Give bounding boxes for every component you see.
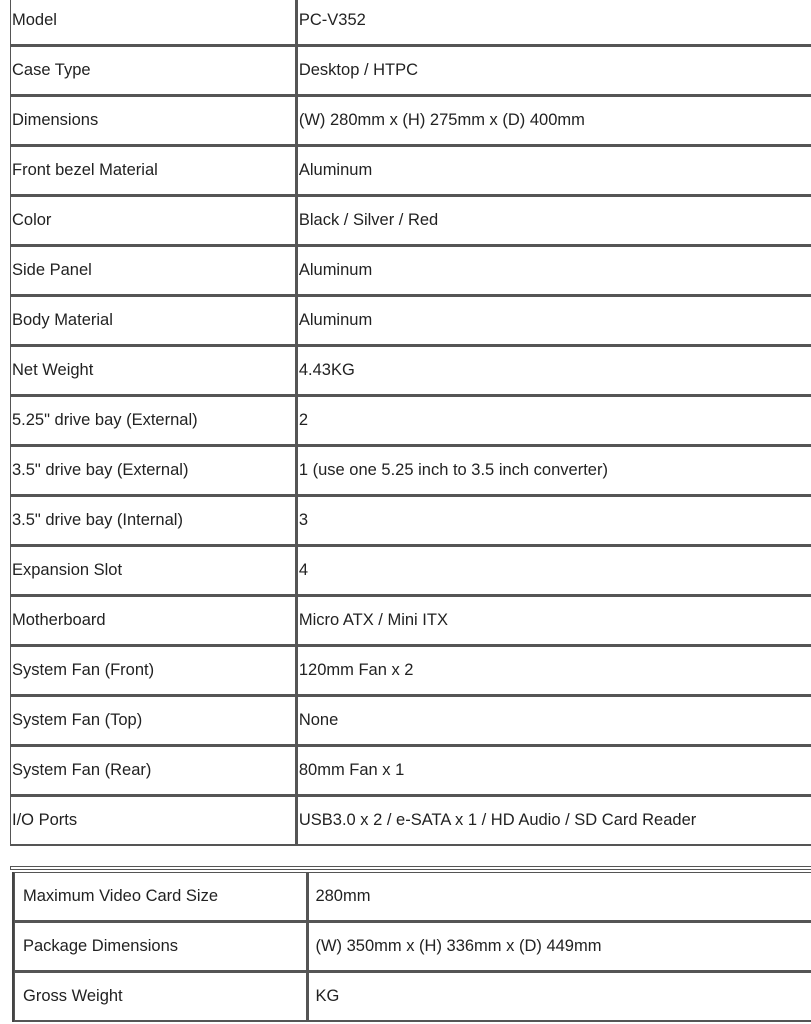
- spec-label: Package Dimensions: [14, 922, 308, 972]
- spec-label: Expansion Slot: [10, 546, 297, 596]
- spec-label: Dimensions: [10, 96, 297, 146]
- spec-label: Front bezel Material: [10, 146, 297, 196]
- table-row: [14, 872, 811, 922]
- spec-value: (W) 350mm x (H) 336mm x (D) 449mm: [308, 922, 811, 972]
- spec-label: 3.5" drive bay (Internal): [10, 496, 297, 546]
- table-row: [10, 0, 811, 46]
- spec-label: Gross Weight: [14, 972, 308, 1022]
- table-row: [10, 646, 811, 696]
- table-row: [10, 746, 811, 796]
- spec-label: Motherboard: [10, 596, 297, 646]
- spec-label: System Fan (Rear): [10, 746, 297, 796]
- table-row: [10, 196, 811, 246]
- spec-value: PC-V352: [297, 0, 811, 46]
- spec-label: Color: [10, 196, 297, 246]
- table-row: [10, 96, 811, 146]
- table-row: [14, 972, 811, 1022]
- spec-label: Model: [10, 0, 297, 46]
- spec-value: 3: [297, 496, 811, 546]
- spec-value: 120mm Fan x 2: [297, 646, 811, 696]
- spec-label: Side Panel: [10, 246, 297, 296]
- spec-label: System Fan (Top): [10, 696, 297, 746]
- spec-value: Micro ATX / Mini ITX: [297, 596, 811, 646]
- spec-value: KG: [308, 972, 811, 1022]
- spec-label: Net Weight: [10, 346, 297, 396]
- spec-value: 1 (use one 5.25 inch to 3.5 inch converter): [297, 446, 811, 496]
- spec-label: Case Type: [10, 46, 297, 96]
- table-row: [10, 346, 811, 396]
- spec-table: [10, 0, 811, 846]
- table-row: [10, 396, 811, 446]
- spec-label: Body Material: [10, 296, 297, 346]
- spec-value: 4.43KG: [297, 346, 811, 396]
- spec-value: Aluminum: [297, 296, 811, 346]
- table-row: [10, 596, 811, 646]
- spec-label: Maximum Video Card Size: [14, 872, 308, 922]
- spec-value: 80mm Fan x 1: [297, 746, 811, 796]
- table-row: [14, 922, 811, 972]
- spec-value: Aluminum: [297, 246, 811, 296]
- extra-spec-table: [12, 872, 811, 1022]
- spec-value: Desktop / HTPC: [297, 46, 811, 96]
- spec-value: Black / Silver / Red: [297, 196, 811, 246]
- spec-label: I/O Ports: [10, 796, 297, 846]
- table-row: [10, 296, 811, 346]
- spec-value: Aluminum: [297, 146, 811, 196]
- table-row: [10, 546, 811, 596]
- table-divider: [10, 866, 811, 870]
- table-row: [10, 146, 811, 196]
- table-row: [10, 696, 811, 746]
- spec-label: 3.5" drive bay (External): [10, 446, 297, 496]
- spec-label: 5.25" drive bay (External): [10, 396, 297, 446]
- table-row: [10, 246, 811, 296]
- spec-label: System Fan (Front): [10, 646, 297, 696]
- spec-value: 4: [297, 546, 811, 596]
- spec-value: 2: [297, 396, 811, 446]
- spec-value: 280mm: [308, 872, 811, 922]
- spec-value: USB3.0 x 2 / e-SATA x 1 / HD Audio / SD Card Reader: [297, 796, 811, 846]
- table-row: [10, 796, 811, 846]
- table-row: [10, 46, 811, 96]
- table-row: [10, 446, 811, 496]
- spec-value: (W) 280mm x (H) 275mm x (D) 400mm: [297, 96, 811, 146]
- spec-value: None: [297, 696, 811, 746]
- table-row: [10, 496, 811, 546]
